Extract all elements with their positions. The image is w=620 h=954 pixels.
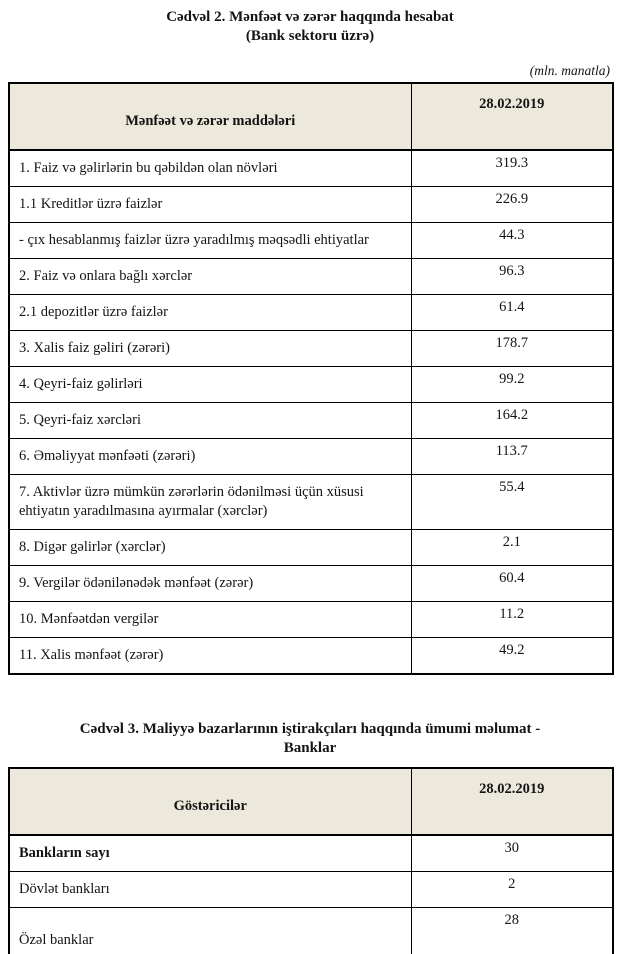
row-value: 11.2 (411, 602, 613, 638)
table1-title (0, 8, 620, 46)
banks-summary-table (8, 767, 614, 954)
row-label: 5. Qeyri-faiz xərcləri (9, 403, 411, 439)
row-value: 96.3 (411, 259, 613, 295)
profit-loss-table (8, 82, 614, 675)
row-value: 164.2 (411, 403, 613, 439)
row-label: 2.1 depozitlər üzrə faizlər (9, 295, 411, 331)
row-value: 61.4 (411, 295, 613, 331)
row-label: Özəl banklar (9, 908, 411, 954)
table-row (9, 403, 613, 439)
unit-note: (mln. manatla) (529, 63, 610, 78)
table-row (9, 566, 613, 602)
row-value: 49.2 (411, 638, 613, 675)
row-label: 9. Vergilər ödənilənədək mənfəət (zərər) (9, 566, 411, 602)
row-label: - çıx hesablanmış faizlər üzrə yaradılmış məqsədli ehtiyatlar (9, 223, 411, 259)
table-header-row (9, 768, 613, 835)
table-row (9, 295, 613, 331)
table-row (9, 908, 613, 954)
table-row (9, 835, 613, 872)
table-row (9, 259, 613, 295)
table2-title-line2: Banklar (283, 740, 337, 756)
row-value: 44.3 (411, 223, 613, 259)
table-header-row (9, 83, 613, 150)
row-label: 6. Əməliyyat mənfəəti (zərəri) (9, 439, 411, 475)
table1-title-line1: Cədvəl 2. Mənfəət və zərər haqqında hesabat (166, 9, 454, 25)
table-row (9, 367, 613, 403)
row-label: 11. Xalis mənfəət (zərər) (9, 638, 411, 675)
table-row (9, 638, 613, 675)
table-row (9, 602, 613, 638)
row-label: Bankların sayı (9, 835, 411, 872)
table-row (9, 223, 613, 259)
row-label: 10. Mənfəətdən vergilər (9, 602, 411, 638)
row-label: 2. Faiz və onlara bağlı xərclər (9, 259, 411, 295)
row-value: 178.7 (411, 331, 613, 367)
table-row (9, 872, 613, 908)
header-date-cell: 28.02.2019 (411, 83, 613, 150)
row-value: 99.2 (411, 367, 613, 403)
row-label: 1. Faiz və gəlirlərin bu qəbildən olan növləri (9, 150, 411, 187)
table1-title-line2: (Bank sektoru üzrə) (245, 28, 375, 44)
row-label: 8. Digər gəlirlər (xərclər) (9, 530, 411, 566)
table-row (9, 530, 613, 566)
row-label: 4. Qeyri-faiz gəlirləri (9, 367, 411, 403)
row-label: 1.1 Kreditlər üzrə faizlər (9, 187, 411, 223)
row-value: 28 (411, 908, 613, 954)
header-label-cell: Mənfəət və zərər maddələri (9, 83, 411, 150)
table-row (9, 187, 613, 223)
table2-title-line1: Cədvəl 3. Maliyyə bazarlarının iştirakçıları haqqında ümumi məlumat - (79, 721, 541, 737)
row-value: 2 (411, 872, 613, 908)
table-row (9, 475, 613, 530)
row-value: 60.4 (411, 566, 613, 602)
row-value: 30 (411, 835, 613, 872)
row-label: Dövlət bankları (9, 872, 411, 908)
row-value: 55.4 (411, 475, 613, 530)
header-label-cell: Göstəricilər (9, 768, 411, 835)
row-value: 113.7 (411, 439, 613, 475)
row-value: 319.3 (411, 150, 613, 187)
table2-title (0, 720, 620, 758)
row-label: 3. Xalis faiz gəliri (zərəri) (9, 331, 411, 367)
row-label: 7. Aktivlər üzrə mümkün zərərlərin ödənilməsi üçün xüsusi ehtiyatın yaradılmasına ayırmalar (xərclər) (9, 475, 411, 530)
table-row (9, 150, 613, 187)
row-value: 2.1 (411, 530, 613, 566)
table-row (9, 331, 613, 367)
table-row (9, 439, 613, 475)
header-date-cell: 28.02.2019 (411, 768, 613, 835)
row-value: 226.9 (411, 187, 613, 223)
